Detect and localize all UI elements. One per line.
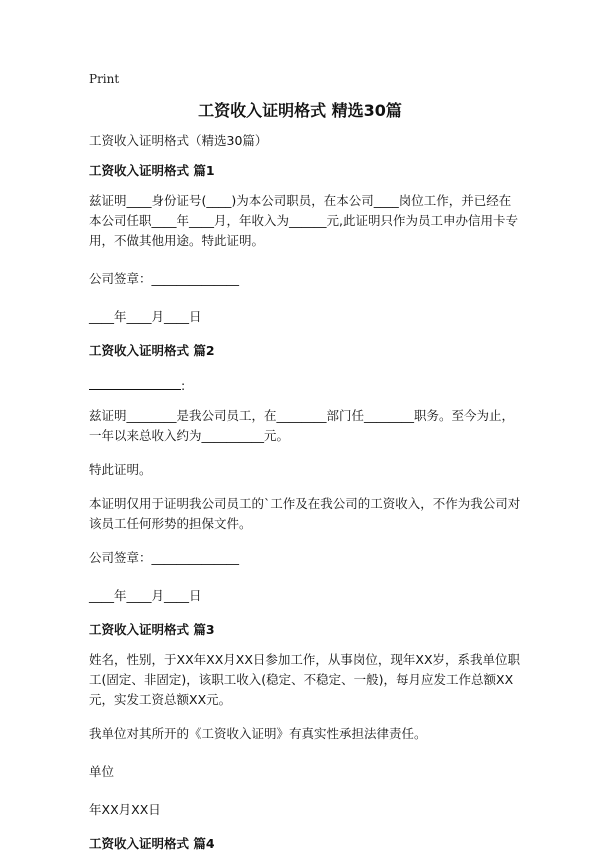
signature-line: 公司签章：______________	[89, 550, 240, 565]
section-heading-4: 工资收入证明格式 篇4	[89, 836, 215, 851]
paragraph: 兹证明________是我公司员工，在________部门任________职务。至今为止，一年以来总收入约为__________元。	[89, 408, 515, 443]
paragraph: 姓名，性别，于XX年XX月XX日参加工作，从事岗位，现年XX岁，系我单位职工(固定、非固定)，该职工收入(稳定、不稳定、一般)，每月应发工作总额XX元，实发工资总额XX元。	[89, 652, 521, 707]
paragraph: 兹证明____身份证号(____)为本公司职员，在本公司____岗位工作，并已经在本公司任职____年____月，年收入为______元,此证明只作为员工申办信用卡专用，不做其他用途。特此证明。	[89, 193, 518, 248]
section-heading-1: 工资收入证明格式 篇1	[89, 163, 215, 178]
document-subtitle: 工资收入证明格式（精选30篇）	[89, 133, 268, 148]
date-line: ____年____月____日	[89, 309, 202, 324]
paragraph: 单位	[89, 764, 115, 779]
date-line: ____年____月____日	[89, 588, 202, 603]
document-title: 工资收入证明格式 精选30篇	[198, 101, 402, 120]
section-heading-3: 工资收入证明格式 篇3	[89, 622, 215, 637]
blank-underline	[89, 375, 181, 390]
paragraph: 年XX月XX日	[89, 802, 161, 817]
paragraph: 我单位对其所开的《工资收入证明》有真实性承担法律责任。	[89, 726, 427, 741]
paragraph: 特此证明。	[89, 462, 152, 477]
document-body	[89, 131, 521, 854]
print-label: Print	[89, 72, 120, 86]
blank-suffix: :	[181, 378, 186, 393]
paragraph: 本证明仅用于证明我公司员工的`工作及在我公司的工资收入，不作为我公司对该员工任何形势的担保文件。	[89, 496, 521, 531]
section-heading-2: 工资收入证明格式 篇2	[89, 343, 215, 358]
signature-line: 公司签章：______________	[89, 271, 240, 286]
blank-name-line	[89, 375, 521, 396]
